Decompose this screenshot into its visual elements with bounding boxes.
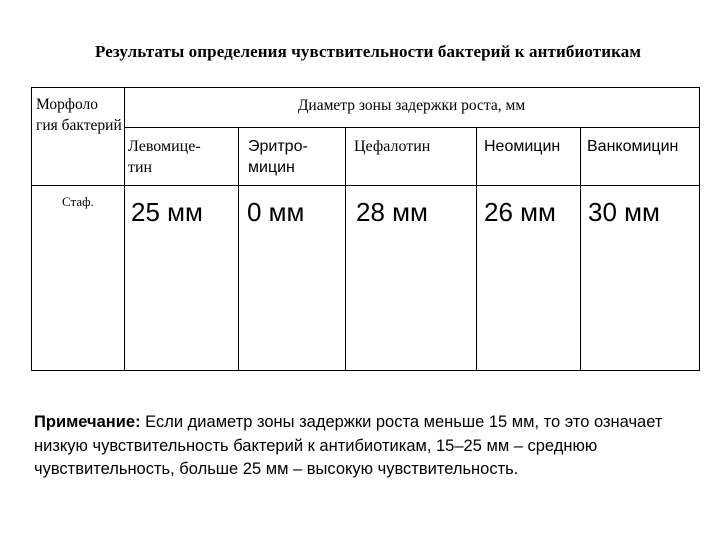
note-text: Если диаметр зоны задержки роста меньше 15 мм, то это означает низкую чувствительность бактерий к антибиотикам, 15–25 мм – среднюю чувствительность, больше 25 мм – высокую чувствительность. bbox=[34, 413, 663, 478]
antibiotic-header-levomycetin: Левомице- тин bbox=[128, 138, 201, 176]
value-erythromycin: 0 мм bbox=[247, 197, 305, 227]
antibiotic-header-erythromycin: Эритро- мицин bbox=[248, 138, 308, 176]
value-levomycetin: 25 мм bbox=[131, 197, 203, 227]
grid-line-h-row bbox=[31, 185, 700, 186]
morphology-header: Морфоло гия бактерий bbox=[36, 96, 122, 134]
table-border-left bbox=[31, 87, 32, 371]
table-border-top bbox=[31, 87, 700, 88]
note-label: Примечание: bbox=[34, 413, 141, 431]
grid-line-v-5 bbox=[580, 127, 581, 371]
row-morphology-staph: Стаф. bbox=[62, 194, 94, 209]
page-title: Результаты определения чувствительности бактерий к антибиотикам bbox=[94, 42, 642, 61]
antibiotic-header-vancomycin: Ванкомицин bbox=[587, 138, 679, 155]
note-paragraph bbox=[34, 411, 694, 482]
value-cefalotin: 28 мм bbox=[356, 197, 428, 227]
grid-line-h-header bbox=[124, 127, 700, 128]
zone-diameter-header: Диаметр зоны задержки роста, мм bbox=[297, 97, 526, 114]
value-neomycin: 26 мм bbox=[484, 197, 556, 227]
table-border-bottom bbox=[31, 370, 700, 371]
antibiotic-header-cefalotin: Цефалотин bbox=[354, 138, 431, 155]
value-vancomycin: 30 мм bbox=[588, 197, 660, 227]
table-border-right bbox=[699, 87, 700, 371]
antibiotic-header-neomycin: Неомицин bbox=[484, 138, 561, 155]
grid-line-v-3 bbox=[345, 127, 346, 371]
grid-line-v-4 bbox=[476, 127, 477, 371]
grid-line-v-1 bbox=[124, 87, 125, 371]
grid-line-v-2 bbox=[238, 127, 239, 371]
